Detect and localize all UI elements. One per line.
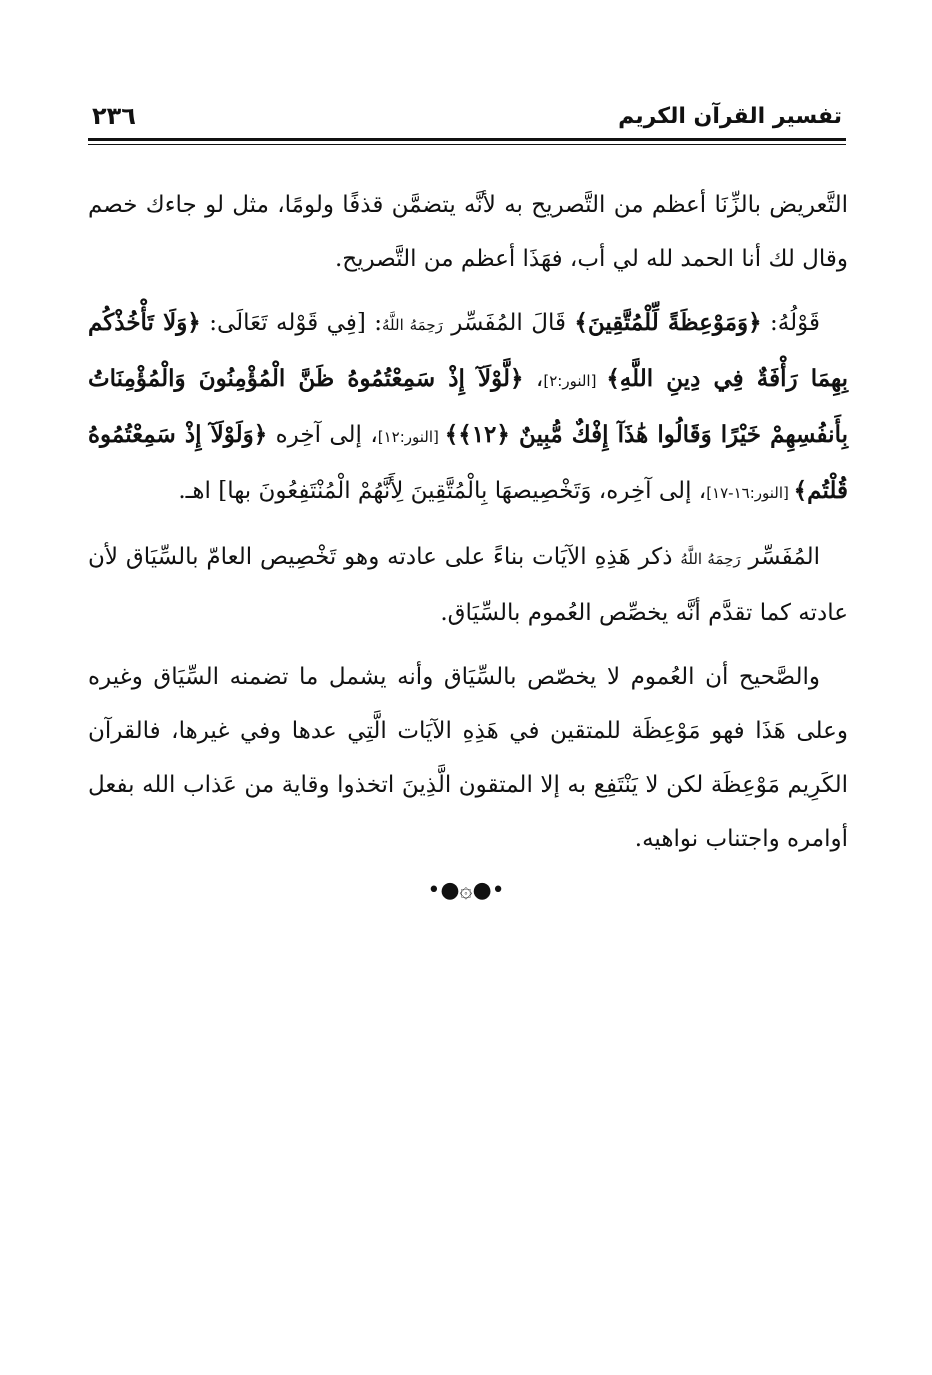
verse-reference: [النور:١٦-١٧] [706,484,794,502]
paragraph-2-text: ، [523,366,544,392]
paragraph-2-text: قَالَ المُفَسِّر [442,310,575,336]
quran-verse: ﴿وَلَا تَأْخُذْكُم بِهِمَا رَأْفَةٌ فِي دِينِ اللَّهِ﴾ [88,309,849,392]
paragraph-2 [88,296,848,520]
paragraph-2-text: قَوْلُهُ: [761,310,821,336]
paragraph-4: والصَّحيح أن العُموم لا يخصّص بالسِّيَاق وأنه يشمل ما تضمنه السِّيَاق وغيره وعلى هَذَا فهو مَوْعِظَة للمتقين في هَذِهِ الآيَات الَّتِي عدها وفي غيرها، فالقرآن الكَرِيم مَوْعِظَة لكن لا يَنْتَفِع به إلا المتقون الَّذِينَ اتخذوا وقاية من عَذاب الله بفعل أوامره واجتناب نواهيه. [88,664,848,852]
book-title: تفسير القرآن الكريم [618,104,842,129]
paragraph-3-text: المُفَسِّر [740,544,820,570]
paragraph-2-text: ، إلى آخِره [267,422,378,448]
paragraph-3-text: ذكر هَذِهِ الآيَات بناءً على عادته وهو تَخْصِيص العامّ بالسِّيَاق لأن عادته كما تقدَّم أنَّه يخصِّص العُموم بالسِّيَاق. [88,544,848,626]
paragraph-1: التَّعريض بالزِّنَا أعظم من التَّصريح به لأنَّه يتضمَّن قذفًا ولومًا، مثل لو جاءك خصم وقال لك أنا الحمد لله لي أب، فهَذَا أعظم من التَّصريح. [88,192,848,272]
page-body [88,178,848,876]
paragraph-3 [88,530,848,640]
honorific: رَحِمَهُ اللَّهُ [680,550,741,568]
honorific: رَحِمَهُ اللَّهُ [382,316,443,334]
header-rule-thick [88,138,846,141]
header-rule-thin [88,144,846,145]
paragraph-2-text: : [فِي قَوْله تَعَالَى: [200,310,382,336]
verse-reference: [النور:٢] [543,372,607,390]
page-header [88,100,846,140]
verse-reference: [النور:١٢] [377,428,445,446]
ornament-divider: •●۞●• [427,878,505,903]
page-number: ٢٣٦ [92,102,136,130]
paragraph-2-text: ، إلى آخِره، وَتَخْصِيصهَا بِالْمُتَّقِينَ لِأَنَّهُمْ الْمُنْتَفِعُونَ بها] اهـ. [178,478,707,504]
quran-verse: ﴿وَمَوْعِظَةً لِّلْمُتَّقِينَ﴾ [574,309,762,336]
quran-verse: ﴿وَلَوْلَآ إِذْ سَمِعْتُمُوهُ قُلْتُم﴾ [88,421,848,504]
quran-verse: ﴿لَّوْلَآ إِذْ سَمِعْتُمُوهُ ظَنَّ الْمُؤْمِنُونَ وَالْمُؤْمِنَاتُ بِأَنفُسِهِمْ خَيْرًا وَقَالُوا هَٰذَآ إِفْكٌ مُّبِينٌ ﴿١٢﴾﴾ [88,365,848,448]
